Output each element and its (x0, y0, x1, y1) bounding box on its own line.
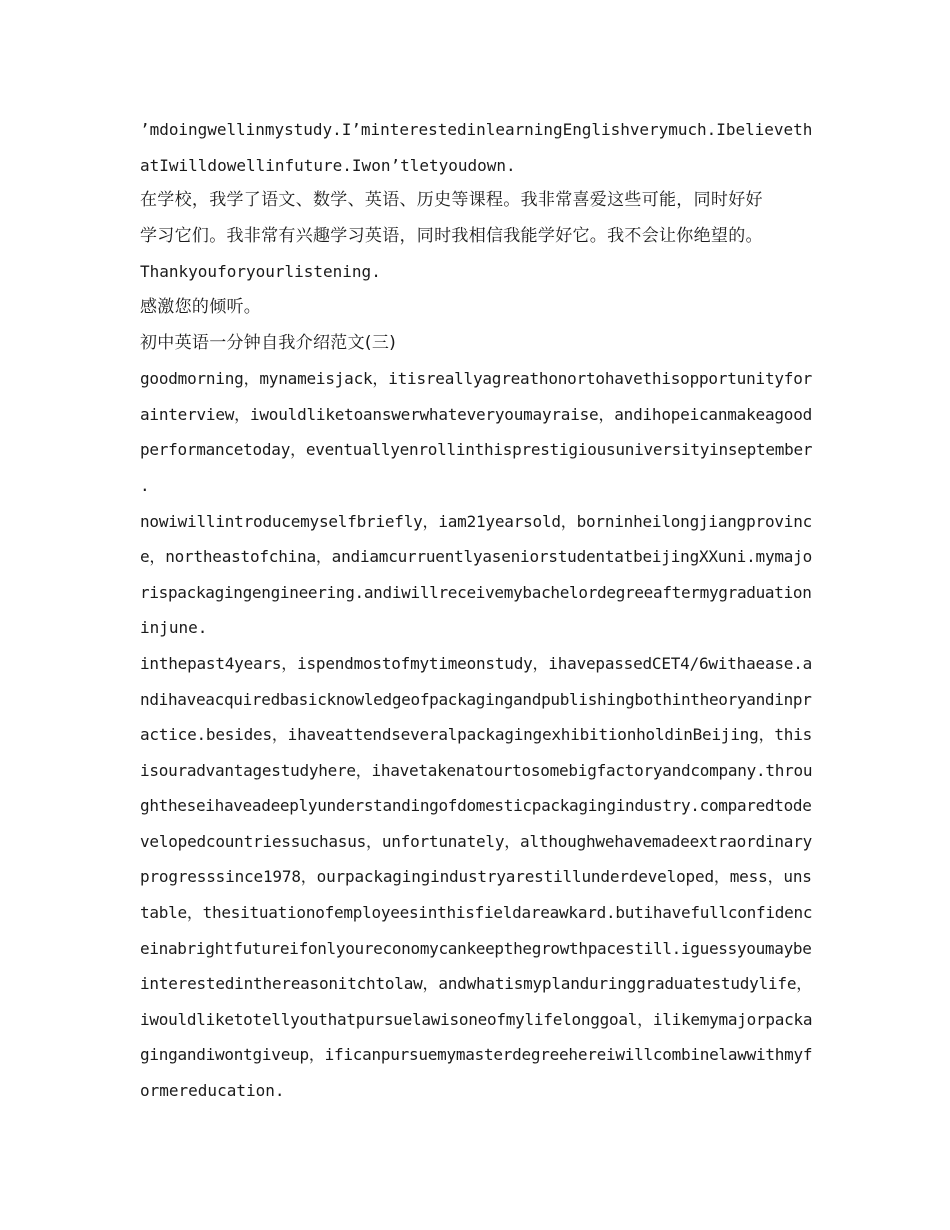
text-line: performancetoday，eventuallyenrollinthisprestigiousuniversityinseptember (140, 440, 813, 460)
text-line: progresssince1978，ourpackagingindustryarestillunderdeveloped，mess，uns (140, 867, 812, 887)
text-line: ormereducation. (140, 1081, 285, 1101)
text-line: injune. (140, 618, 208, 638)
text-line: table，thesituationofemployeesinthisfieldareawkard.butihavefullconfidenc (140, 903, 813, 923)
text-line: atIwilldowellinfuture.Iwon’tletyoudown. (140, 155, 516, 175)
text-line: velopedcountriessuchasus，unfortunately，althoughwehavemadeextraordinary (140, 831, 813, 851)
text-line: nowiwillintroducemyselfbriefly，iam21yearsold，borninheilongjiangprovinc (140, 511, 813, 531)
text-line: goodmorning，mynameisjack，itisreallyagreathonortohavethisopportunityfor (140, 369, 813, 389)
text-line: 初中英语一分钟自我介绍范文(三) (140, 332, 397, 353)
text-line: iwouldliketotellyouthatpursuelawisoneofmylifelonggoal，ilikemymajorpacka (140, 1009, 813, 1029)
text-line: e，northeastofchina，andiamcurruentlyaseniorstudentatbeijingXXuni.mymajo (140, 547, 813, 567)
text-line: 感激您的倾听。 (140, 296, 262, 317)
text-line: ’mdoingwellinmystudy.I’minterestedinlearningEnglishverymuch.Ibelieveth (140, 120, 813, 139)
text-line: interestedinthereasonitchtolaw，andwhatismyplanduringgraduatestudylife， (140, 974, 813, 994)
text-line: 学习它们。我非常有兴趣学习英语，同时我相信我能学好它。我不会让你绝望的。 (140, 225, 763, 246)
text-line: inthepast4years，ispendmostofmytimeonstudy，ihavepassedCET4/6withaease.a (140, 653, 813, 673)
document-page (140, 112, 812, 1109)
text-line: einabrightfutureifonlyoureconomycankeepthegrowthpacestill.iguessyoumaybe (140, 938, 812, 958)
text-line: Thankyouforyourlistening. (140, 262, 381, 282)
text-line: ainterview，iwouldliketoanswerwhateveryoumayraise，andihopeicanmakeagood (140, 404, 813, 424)
text-line: gingandiwontgiveup，ificanpursuemymasterdegreehereiwillcombinelawwithmyf (140, 1045, 813, 1065)
text-line: . (140, 475, 150, 495)
text-line: 在学校，我学了语文、数学、英语、历史等课程。我非常喜爱这些可能，同时好好 (140, 190, 763, 211)
text-line: isouradvantagestudyhere，ihavetakenatourtosomebigfactoryandcompany.throu (140, 760, 813, 780)
text-line: ghtheseihaveadeeplyunderstandingofdomesticpackagingindustry.comparedtode (140, 796, 812, 816)
text-line: rispackagingengineering.andiwillreceivemybachelordegreeaftermygraduation (140, 582, 812, 602)
text-line: actice.besides，ihaveattendseveralpackagingexhibitionholdinBeijing，this (140, 725, 813, 745)
text-line: ndihaveacquiredbasicknowledgeofpackagingandpublishingbothintheoryandinpr (140, 689, 812, 709)
